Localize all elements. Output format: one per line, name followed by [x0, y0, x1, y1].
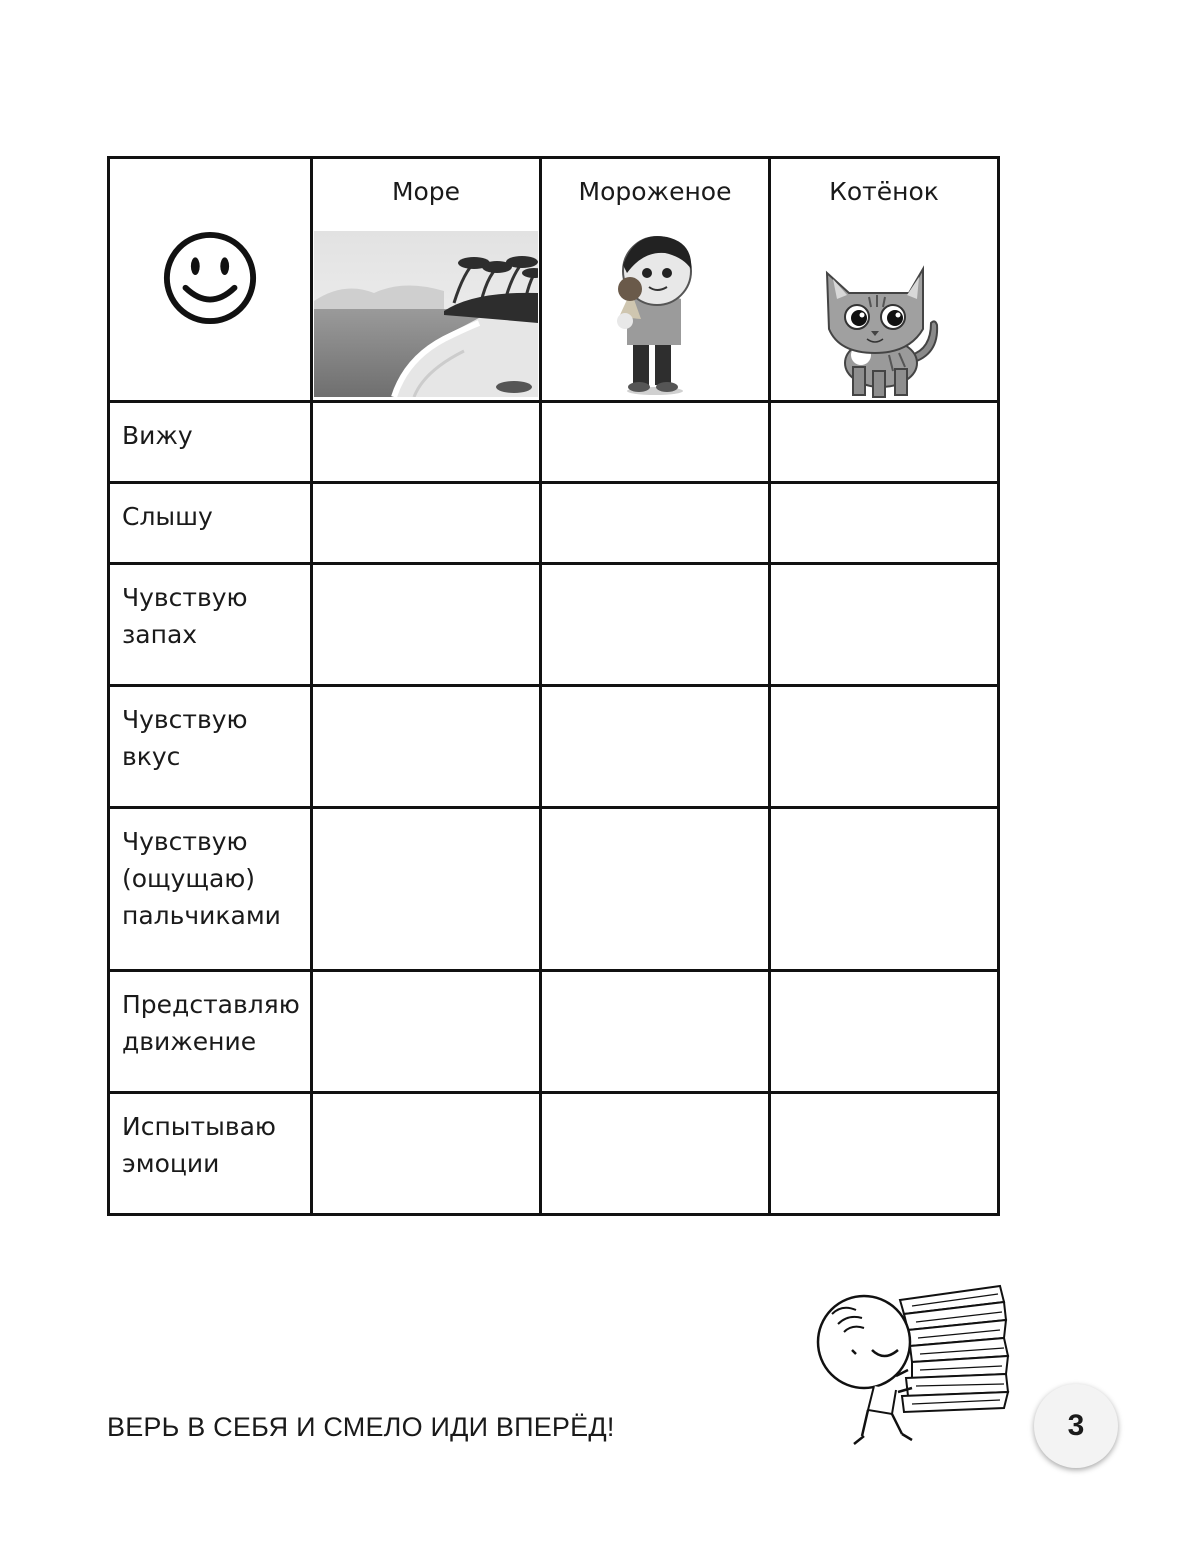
answer-cell[interactable] [770, 971, 999, 1093]
answer-cell[interactable] [541, 686, 770, 808]
table-row [109, 402, 999, 483]
answer-cell[interactable] [541, 483, 770, 564]
answer-cell[interactable] [541, 402, 770, 483]
column-header-sea [312, 158, 541, 402]
column-title-sea: Море [391, 177, 461, 206]
answer-cell[interactable] [312, 686, 541, 808]
row-label: Слышу [109, 483, 312, 564]
table-header-row [109, 158, 999, 402]
row-label: Представляю движение [109, 971, 312, 1093]
answer-cell[interactable] [541, 564, 770, 686]
sea-beach-illustration [314, 231, 538, 397]
answer-cell[interactable] [541, 808, 770, 971]
row-label: Чувствую (ощущаю) пальчиками [109, 808, 312, 971]
kitten-illustration [819, 263, 949, 399]
row-label: Чувствую запах [109, 564, 312, 686]
row-label: Вижу [109, 402, 312, 483]
answer-cell[interactable] [770, 483, 999, 564]
answer-cell[interactable] [312, 402, 541, 483]
table-row [109, 564, 999, 686]
answer-cell[interactable] [312, 1093, 541, 1215]
senses-worksheet-table [107, 156, 1000, 1216]
answer-cell[interactable] [770, 564, 999, 686]
answer-cell[interactable] [541, 971, 770, 1093]
table-row [109, 971, 999, 1093]
answer-cell[interactable] [770, 402, 999, 483]
column-header-kitten [770, 158, 999, 402]
answer-cell[interactable] [312, 808, 541, 971]
answer-cell[interactable] [312, 971, 541, 1093]
answer-cell[interactable] [541, 1093, 770, 1215]
table-row [109, 686, 999, 808]
boy-with-ice-cream-illustration [595, 229, 715, 395]
corner-cell [109, 158, 312, 402]
motto-text: ВЕРЬ В СЕБЯ И СМЕЛО ИДИ ВПЕРЁД! [107, 1412, 615, 1442]
table-row [109, 483, 999, 564]
column-title-ice-cream: Мороженое [578, 177, 732, 206]
row-label: Чувствую вкус [109, 686, 312, 808]
table-row [109, 1093, 999, 1215]
boy-carrying-books-illustration [812, 1280, 1012, 1460]
table-row [109, 808, 999, 971]
answer-cell[interactable] [770, 686, 999, 808]
answer-cell[interactable] [312, 483, 541, 564]
answer-cell[interactable] [312, 564, 541, 686]
column-title-kitten: Котёнок [829, 177, 939, 206]
answer-cell[interactable] [770, 808, 999, 971]
smiley-face-icon [161, 229, 259, 327]
column-header-ice-cream [541, 158, 770, 402]
answer-cell[interactable] [770, 1093, 999, 1215]
row-label: Испытываю эмоции [109, 1093, 312, 1215]
page-number-badge: 3 [1034, 1384, 1118, 1468]
